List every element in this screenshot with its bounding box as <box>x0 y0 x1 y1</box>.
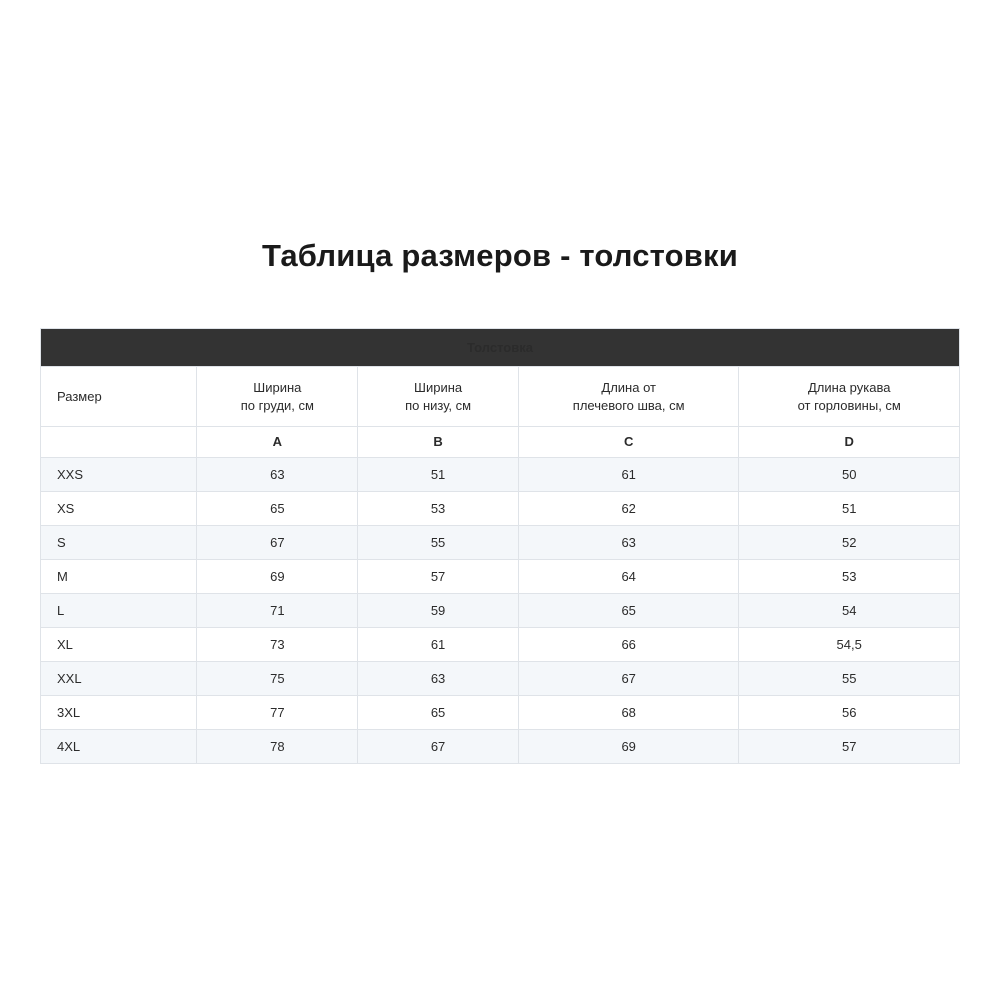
table-caption: Толстовка <box>41 329 960 367</box>
column-header-sleeve-line1: Длина рукава <box>807 380 891 395</box>
cell-chest: 71 <box>197 594 358 628</box>
column-header-chest <box>197 367 358 427</box>
cell-size: S <box>41 526 197 560</box>
cell-size: 4XL <box>41 730 197 764</box>
cell-size: XXL <box>41 662 197 696</box>
table-row <box>41 526 960 560</box>
size-table <box>40 328 960 764</box>
table-row <box>41 662 960 696</box>
column-header-length-line2: плечевого шва, см <box>572 397 685 413</box>
measure-letter-row <box>41 427 960 458</box>
column-header-size: Размер <box>41 367 197 427</box>
column-header-length-line1: Длина от <box>601 380 656 395</box>
cell-length: 65 <box>518 594 738 628</box>
cell-sleeve: 53 <box>739 560 960 594</box>
cell-hem: 51 <box>358 458 519 492</box>
cell-chest: 77 <box>197 696 358 730</box>
table-row <box>41 696 960 730</box>
page-title: Таблица размеров - толстовки <box>261 238 739 273</box>
cell-size: XS <box>41 492 197 526</box>
cell-length: 68 <box>518 696 738 730</box>
cell-chest: 69 <box>197 560 358 594</box>
cell-hem: 53 <box>358 492 519 526</box>
cell-sleeve: 52 <box>739 526 960 560</box>
size-table-wrap <box>40 328 960 764</box>
cell-hem: 61 <box>358 628 519 662</box>
table-row <box>41 560 960 594</box>
cell-chest: 67 <box>197 526 358 560</box>
cell-chest: 63 <box>197 458 358 492</box>
cell-chest: 75 <box>197 662 358 696</box>
table-row <box>41 492 960 526</box>
cell-size: M <box>41 560 197 594</box>
column-header-chest-line1: Ширина <box>253 380 302 395</box>
letter-cell-b: B <box>358 427 519 458</box>
cell-size: L <box>41 594 197 628</box>
cell-length: 61 <box>518 458 738 492</box>
letter-cell-empty <box>41 427 197 458</box>
cell-length: 69 <box>518 730 738 764</box>
table-row <box>41 730 960 764</box>
cell-sleeve: 54,5 <box>739 628 960 662</box>
cell-hem: 67 <box>358 730 519 764</box>
cell-sleeve: 56 <box>739 696 960 730</box>
cell-chest: 65 <box>197 492 358 526</box>
letter-cell-c: C <box>518 427 738 458</box>
cell-length: 63 <box>518 526 738 560</box>
column-header-length <box>518 367 738 427</box>
table-row <box>41 458 960 492</box>
letter-cell-a: A <box>197 427 358 458</box>
cell-hem: 55 <box>358 526 519 560</box>
column-header-sleeve-line2: от горловины, см <box>797 397 901 413</box>
cell-hem: 65 <box>358 696 519 730</box>
cell-length: 62 <box>518 492 738 526</box>
cell-sleeve: 50 <box>739 458 960 492</box>
cell-length: 67 <box>518 662 738 696</box>
table-row <box>41 628 960 662</box>
table-caption-row <box>41 329 960 367</box>
table-row <box>41 594 960 628</box>
cell-size: XL <box>41 628 197 662</box>
cell-chest: 73 <box>197 628 358 662</box>
cell-sleeve: 54 <box>739 594 960 628</box>
cell-size: XXS <box>41 458 197 492</box>
column-header-hem <box>358 367 519 427</box>
cell-length: 64 <box>518 560 738 594</box>
cell-sleeve: 55 <box>739 662 960 696</box>
cell-chest: 78 <box>197 730 358 764</box>
column-header-row <box>41 367 960 427</box>
cell-length: 66 <box>518 628 738 662</box>
cell-hem: 59 <box>358 594 519 628</box>
cell-hem: 57 <box>358 560 519 594</box>
cell-size: 3XL <box>41 696 197 730</box>
column-header-hem-line1: Ширина <box>414 380 463 395</box>
column-header-sleeve <box>739 367 960 427</box>
letter-cell-d: D <box>739 427 960 458</box>
cell-sleeve: 57 <box>739 730 960 764</box>
cell-sleeve: 51 <box>739 492 960 526</box>
column-header-chest-line2: по груди, см <box>240 397 314 413</box>
column-header-hem-line2: по низу, см <box>405 397 472 413</box>
cell-hem: 63 <box>358 662 519 696</box>
size-table-body <box>41 458 960 764</box>
